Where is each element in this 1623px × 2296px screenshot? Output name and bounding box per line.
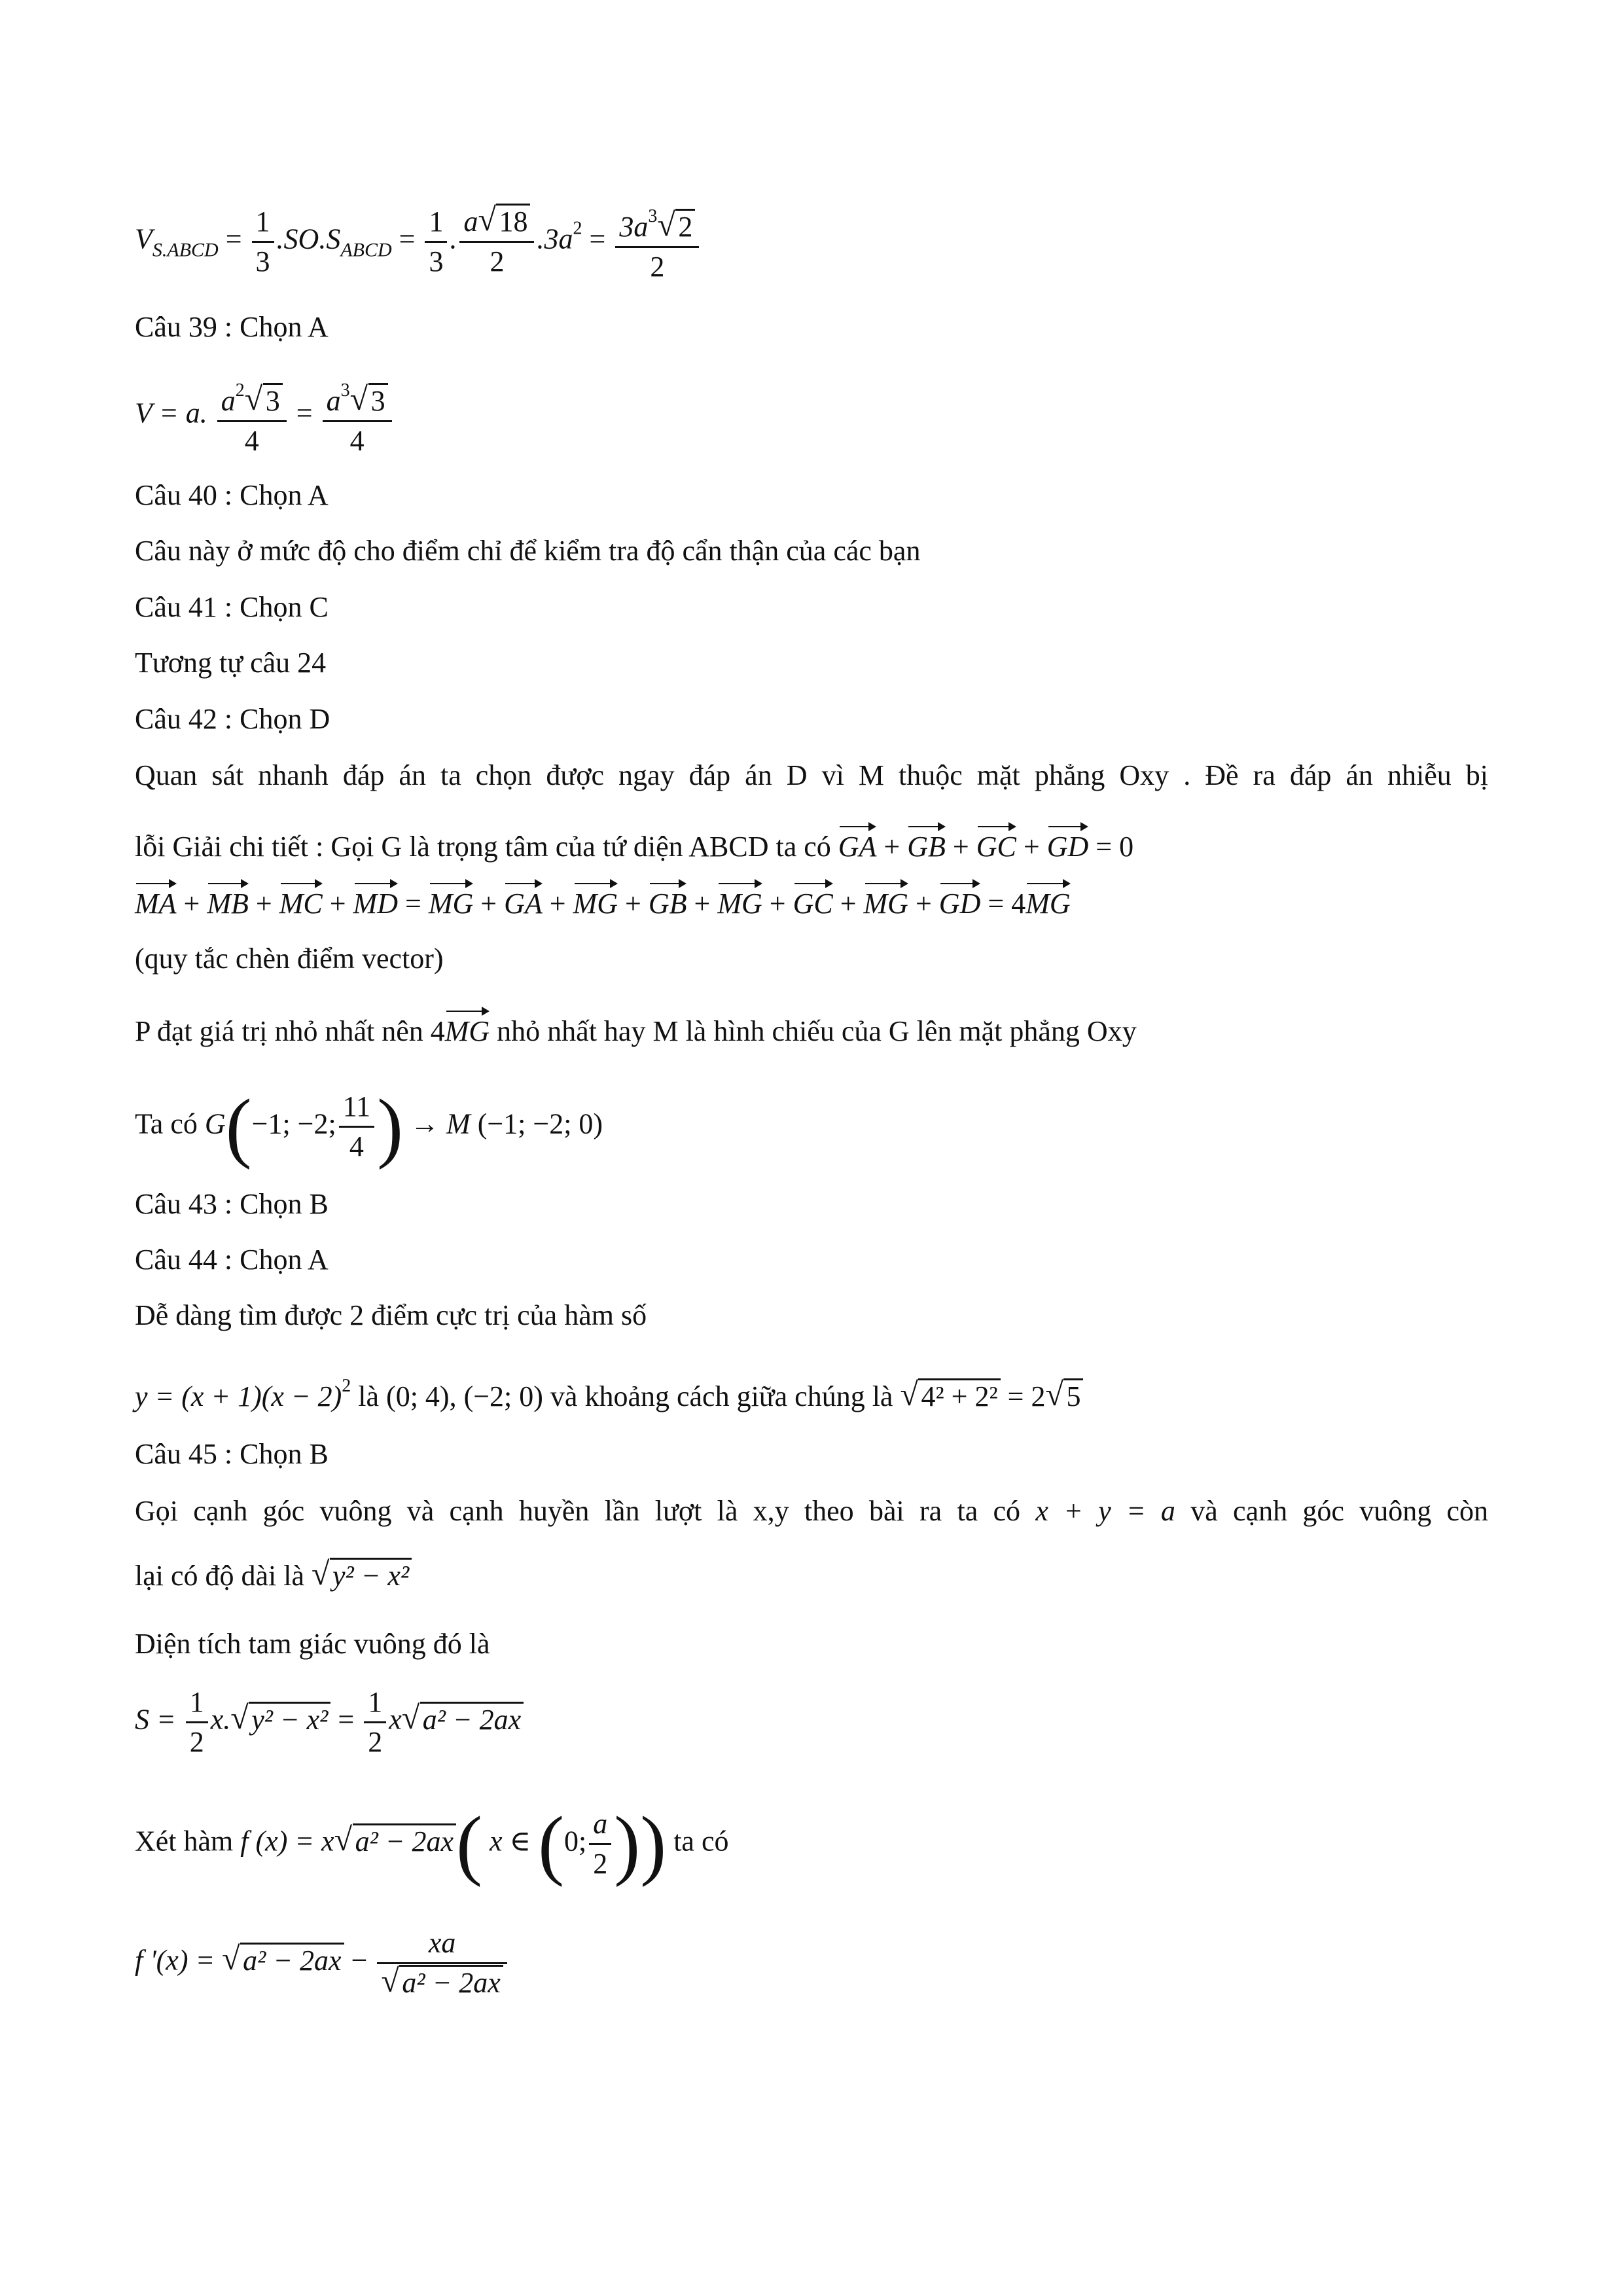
question-42-answer: Câu 42 : Chọn D <box>135 703 330 735</box>
question-41-text: Tương tự câu 24 <box>135 647 327 679</box>
question-42-vector-equation: MA + MB + MC + MD = MG + GA + MG + GB + MG + GC + MG + GD = 4MG <box>135 880 1071 924</box>
question-41-answer: Câu 41 : Chọn C <box>135 591 329 623</box>
question-45-text-3: Diện tích tam giác vuông đó là <box>135 1628 490 1660</box>
question-44-text-2: $y = (x + 1)(x - 2)^2$ là (0; 4), (−2; 0) và khoảng cách giữa chúng là √ 4² + 2² = 2√ 5 <box>135 1367 1083 1416</box>
question-39-formula: V = a. $\frac{a^2√ 3}{4}$ = $\frac{a^3√ 3}{4}$ <box>135 372 395 460</box>
question-42-text-2: lỗi Giải chi tiết : Gọi G là trọng tâm của tứ diện ABCD ta có GA + GB + GC + GD = 0 <box>135 823 1133 867</box>
question-42-text-4: Ta có G(−1; −2; $\frac{11}{4}$ ) → M (−1; −2; 0) <box>135 1083 603 1170</box>
question-44-answer: Câu 44 : Chọn A <box>135 1244 329 1276</box>
question-40-text: Câu này ở mức độ cho điểm chỉ để kiểm tra độ cẩn thận của các bạn <box>135 535 921 567</box>
question-42-rule: (quy tắc chèn điểm vector) <box>135 942 444 975</box>
question-45-function: Xét hàm f (x) = x√ a² − 2ax( x ∈ (0; $\frac{a}{2}$ )) ta có <box>135 1805 729 1883</box>
volume-formula: $V_{S.ABCD}$ = $\frac{1}{3}$ $.SO.S_{ABCD}$ = $\frac{1}{3}$ . $\frac{a√ 18}{2}$ $.3a^2$ = $\frac{3a^3√ 2}{2}$ <box>135 198 702 286</box>
question-42-text-3: P đạt giá trị nhỏ nhất nên 4MG nhỏ nhất hay M là hình chiếu của G lên mặt phẳng Oxy <box>135 1008 1137 1051</box>
question-45-area-formula: S = $\frac{1}{2}$ x.√ y² − x² = $\frac{1}{2}$ x√ a² − 2ax <box>135 1683 524 1761</box>
question-40-answer: Câu 40 : Chọn A <box>135 479 329 511</box>
question-44-text-1: Dễ dàng tìm được 2 điểm cực trị của hàm số <box>135 1299 647 1331</box>
question-42-text-1: Quan sát nhanh đáp án ta chọn được ngay đáp án D vì M thuộc mặt phẳng Oxy . Đề ra đáp án nhiễu bị <box>135 759 1488 791</box>
question-39-answer: Câu 39 : Chọn A <box>135 311 329 343</box>
question-45-text-1: Gọi cạnh góc vuông và cạnh huyền lần lượt là x,y theo bài ra ta có x + y = a và cạnh góc vuông còn <box>135 1495 1489 1527</box>
question-45-text-2: lại có độ dài là √ y² − x² <box>135 1556 412 1596</box>
question-45-answer: Câu 45 : Chọn B <box>135 1438 329 1470</box>
question-45-derivative: f '(x) = √ a² − 2ax − xa √ a² − 2ax <box>135 1924 510 2002</box>
question-43-answer: Câu 43 : Chọn B <box>135 1188 329 1220</box>
